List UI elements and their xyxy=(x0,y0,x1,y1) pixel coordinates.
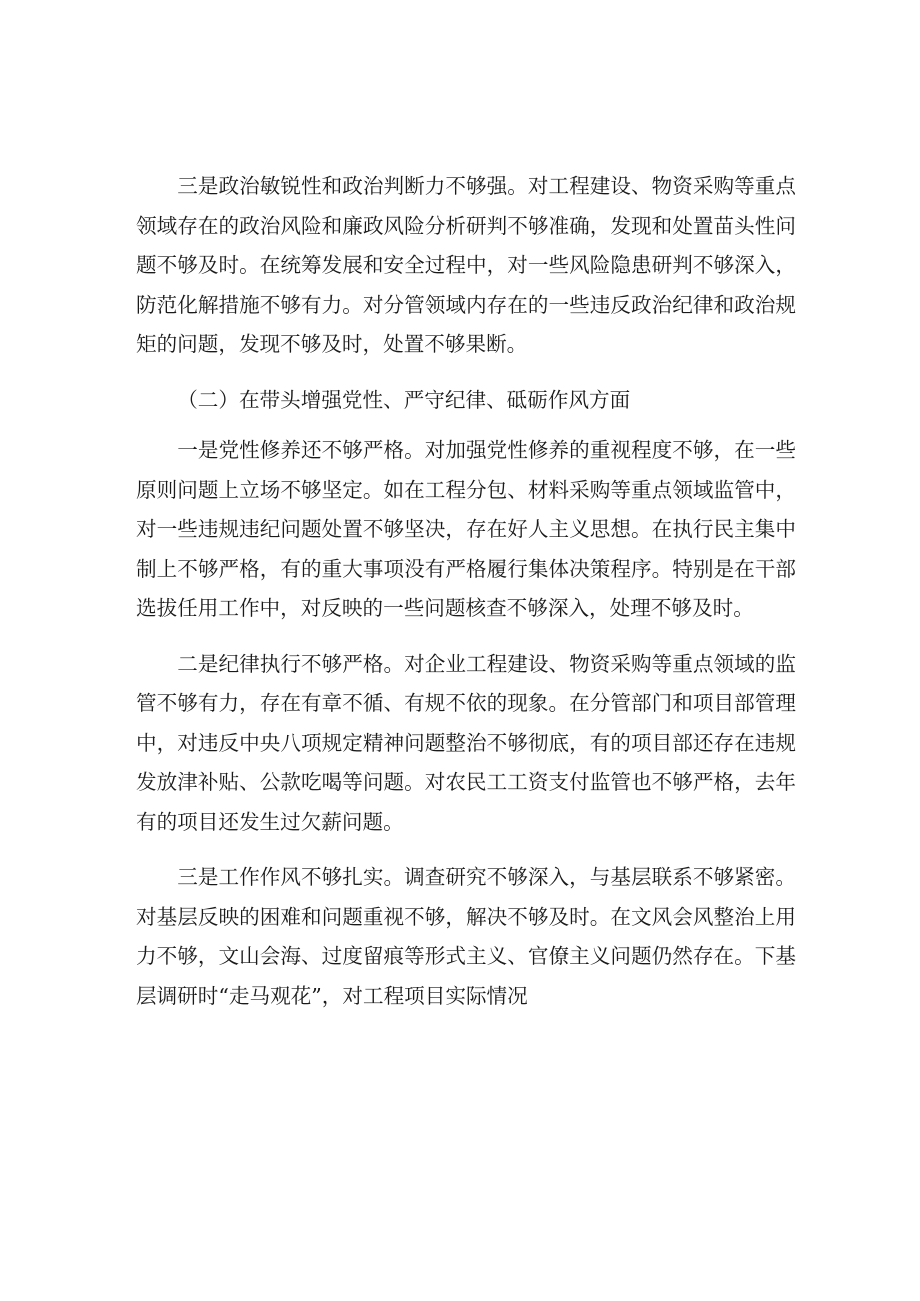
document-body xyxy=(136,167,796,1032)
paragraph-political-sensitivity: 三是政治敏锐性和政治判断力不够强。对工程建设、物资采购等重点领域存在的政治风险和廉政风险分析研判不够准确，发现和处置苗头性问题不够及时。在统筹发展和安全过程中，对一些风险隐患研判不够深入，防范化解措施不够有力。对分管领域内存在的一些违反政治纪律和政治规矩的问题，发现不够及时，处置不够果断。 xyxy=(136,174,796,356)
paragraph-discipline-enforcement: 二是纪律执行不够严格。对企业工程建设、物资采购等重点领域的监管不够有力，存在有章不循、有规不依的现象。在分管部门和项目部管理中，对违反中央八项规定精神问题整治不够彻底，有的项目部还存在违规发放津补贴、公款吃喝等问题。对农民工工资支付监管也不够严格，去年有的项目还发生过欠薪问题。 xyxy=(136,651,796,834)
section-heading-party-spirit: （二）在带头增强党性、严守纪律、砥砺作风方面 xyxy=(177,387,631,412)
paragraph-party-cultivation: 一是党性修养还不够严格。对加强党性修养的重视程度不够，在一些原则问题上立场不够坚定。如在工程分包、材料采购等重点领域监管中，对一些违规违纪问题处置不够坚决，存在好人主义思想。在执行民主集中制上不够严格，有的重大事项没有严格履行集体决策程序。特别是在干部选拔任用工作中，对反映的一些问题核查不够深入，处理不够及时。 xyxy=(136,438,796,620)
paragraph-work-style: 三是工作作风不够扎实。调查研究不够深入，与基层联系不够紧密。对基层反映的困难和问题重视不够，解决不够及时。在文风会风整治上用力不够，文山会海、过度留痕等形式主义、官僚主义问题仍然存在。下基层调研时“走马观花”，对工程项目实际情况 xyxy=(136,865,796,1008)
